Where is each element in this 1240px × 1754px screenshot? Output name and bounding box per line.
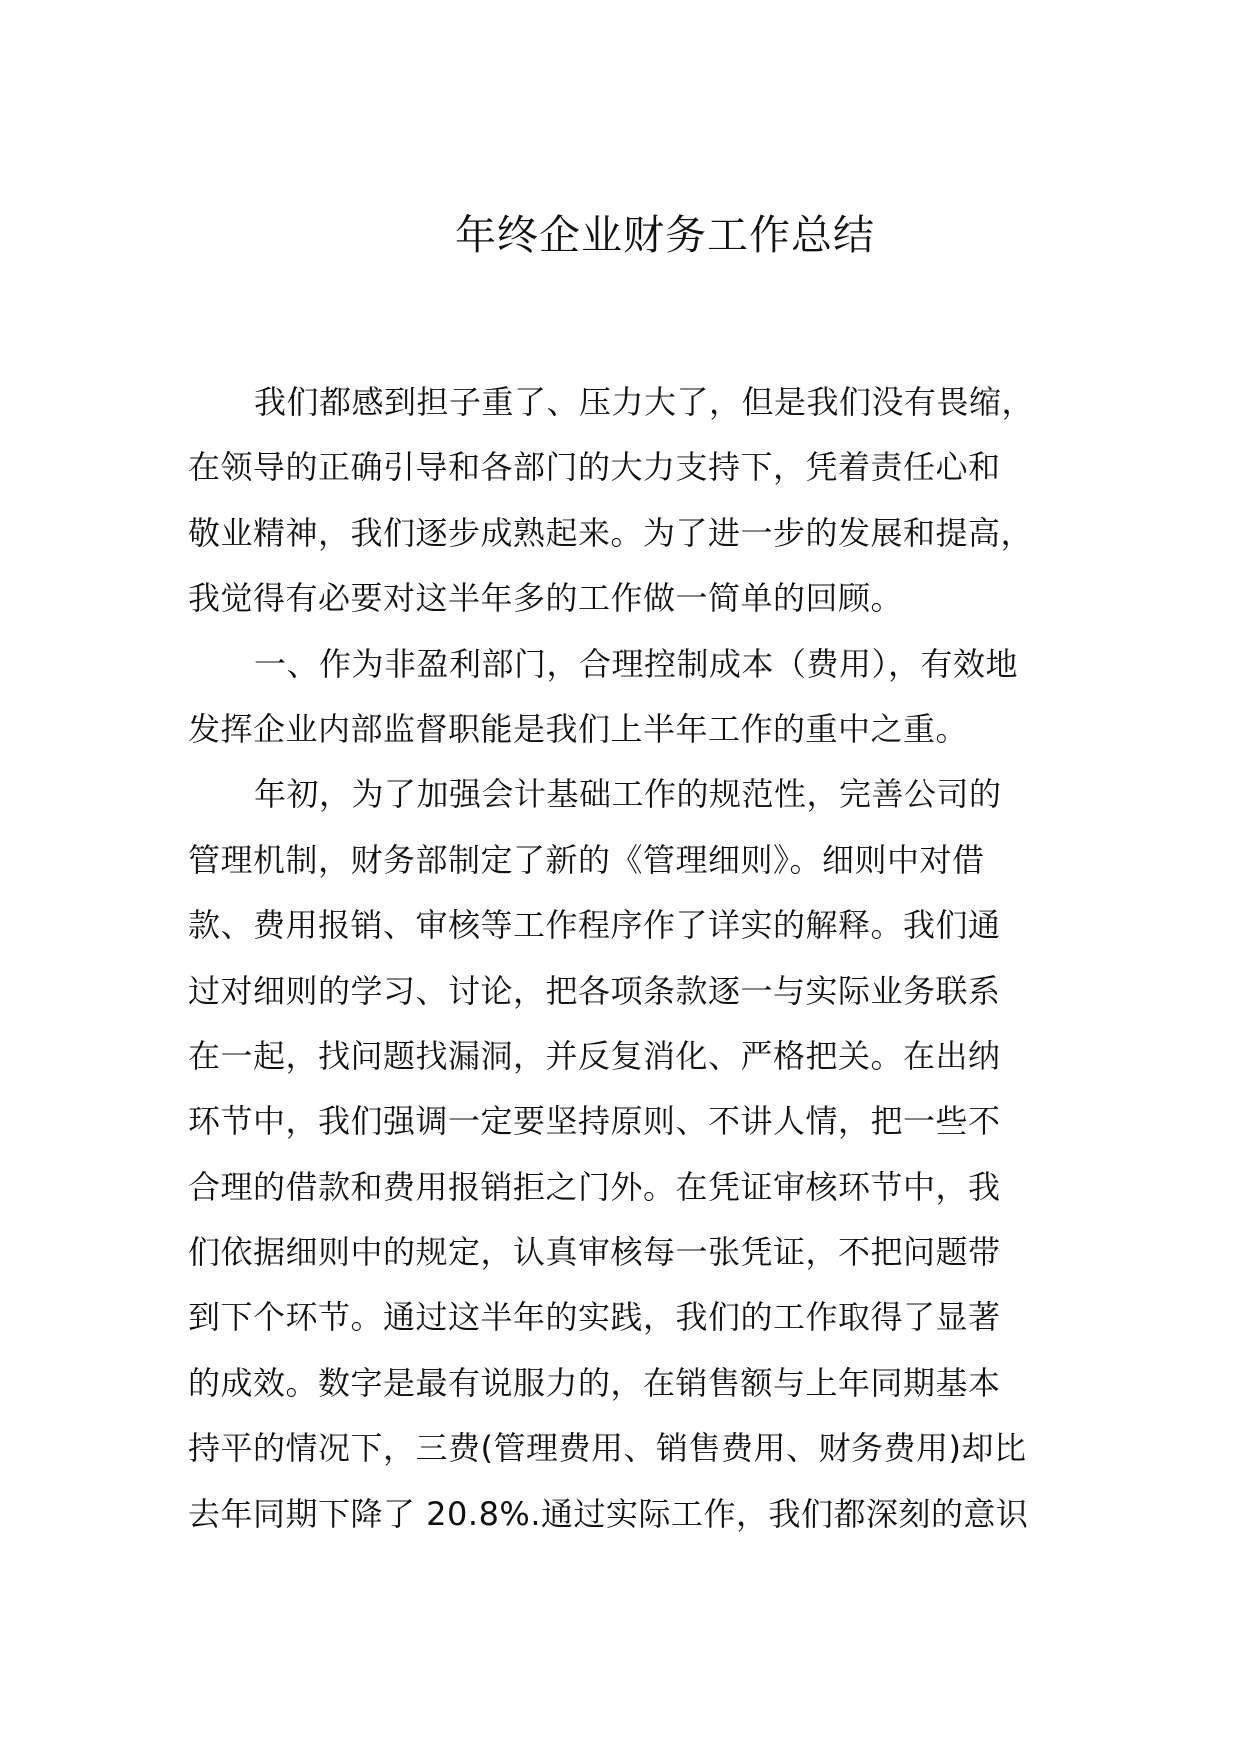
paragraph-line: 在一起，找问题找漏洞，并反复消化、严格把关。在出纳 [188, 1036, 1001, 1075]
paragraph-line: 我们都感到担子重了、压力大了，但是我们没有畏缩， [254, 383, 1035, 421]
section-heading-line: 发挥企业内部监督职能是我们上半年工作的重中之重。 [188, 709, 969, 748]
document-title: 年终企业财务工作总结 [455, 211, 875, 259]
paragraph-line: 去年同期下降了 20.8%.通过实际工作，我们都深刻的意识 [188, 1494, 1029, 1533]
paragraph-line: 持平的情况下，三费(管理费用、销售费用、财务费用)却比 [188, 1429, 1027, 1468]
paragraph-line: 过对细则的学习、讨论，把各项条款逐一与实际业务联系 [188, 971, 1001, 1010]
paragraph-line: 们依据细则中的规定，认真审核每一张凭证，不把问题带 [188, 1233, 1001, 1272]
section-heading-line: 一、作为非盈利部门，合理控制成本（费用），有效地 [254, 644, 1019, 683]
paragraph-line: 合理的借款和费用报销拒之门外。在凭证审核环节中，我 [188, 1167, 1001, 1206]
paragraph-line: 环节中，我们强调一定要坚持原则、不讲人情，把一些不 [188, 1102, 1001, 1141]
paragraph-line: 敬业精神，我们逐步成熟起来。为了进一步的发展和提高， [188, 513, 1034, 552]
paragraph-line: 的成效。数字是最有说服力的，在销售额与上年同期基本 [188, 1363, 1001, 1402]
paragraph-line: 到下个环节。通过这半年的实践，我们的工作取得了显著 [188, 1298, 1001, 1337]
paragraph-line: 年初，为了加强会计基础工作的规范性，完善公司的 [254, 775, 1002, 814]
paragraph-line: 款、费用报销、审核等工作程序作了详实的解释。我们通 [188, 906, 1001, 945]
document-body [188, 370, 1058, 1547]
paragraph-line: 在领导的正确引导和各部门的大力支持下，凭着责任心和 [188, 448, 1001, 487]
paragraph-line: 管理机制，财务部制定了新的《管理细则》。细则中对借 [188, 840, 985, 879]
paragraph-line: 我觉得有必要对这半年多的工作做一简单的回顾。 [188, 579, 904, 618]
